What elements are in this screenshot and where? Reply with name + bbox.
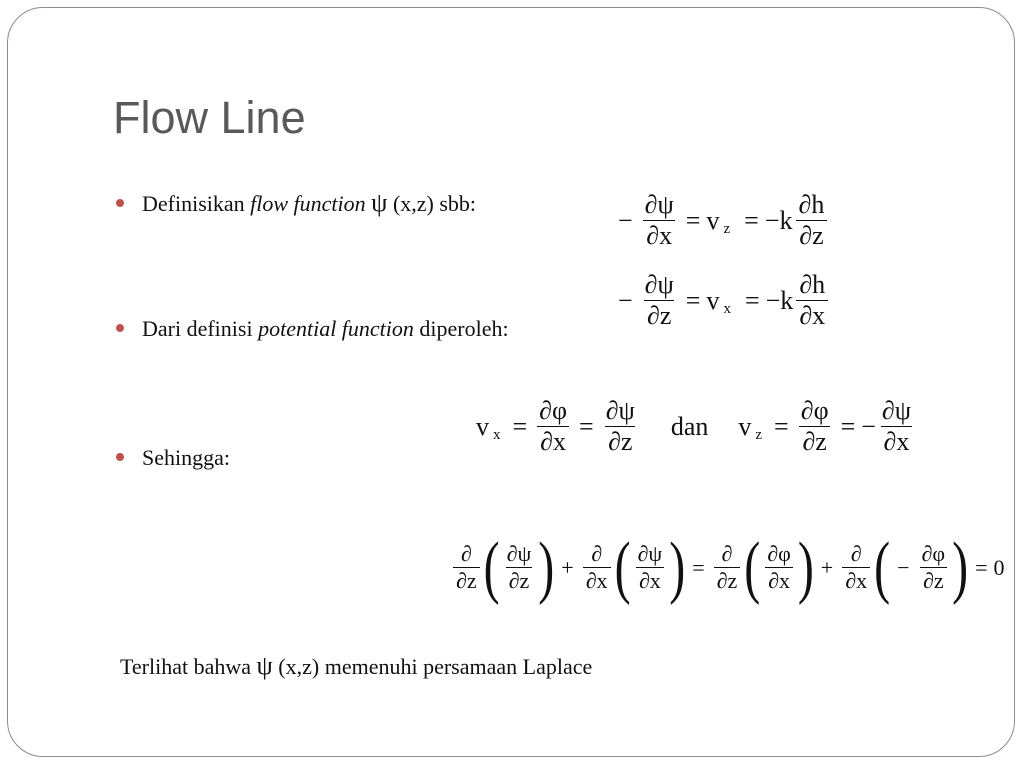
fraction: $\frac{\partial\varphi}{\partial z}$ (921, 541, 946, 593)
bullet-potential: Dari definisi potential function diperoleh: (116, 316, 509, 342)
conclusion-text: Terlihat bahwa ψ (x,z) memenuhi persamaan Laplace (120, 651, 593, 680)
equation-vx-flow: − $\frac{\partial\psi}{\partial z}$ = v x = −k $\frac{\partial h}{\partial x}$ (612, 270, 831, 331)
fraction: $\frac{\partial}{\partial z}$ (714, 541, 741, 594)
fraction: $\frac{\partial\psi}{\partial x}$ (644, 190, 674, 250)
slide-title: Flow Line (113, 92, 306, 143)
fraction: $\frac{\partial h}{\partial z}$ (795, 190, 827, 251)
fraction: $\frac{\partial\psi}{\partial x}$ (881, 396, 912, 456)
fraction: $\frac{\partial h}{\partial x}$ (796, 270, 828, 331)
fraction: $\frac{\partial\psi}{\partial z}$ (506, 541, 532, 593)
bullet-dot (116, 324, 124, 332)
bullet-hence: Sehingga: (116, 445, 230, 471)
fraction: $\frac{\partial\psi}{\partial z}$ (644, 270, 674, 330)
fraction: $\frac{\partial}{\partial x}$ (583, 541, 611, 594)
bullet-dot (116, 453, 124, 461)
equation-velocity-relations: v x = $\frac{\partial\varphi}{\partial x}$ = $\frac{\partial\psi}{\partial z}$ dan v z = $\frac{\partial\varphi}{\partial z}$ = − $\frac{\partial\psi}{\partial x}$ (476, 396, 917, 457)
fraction: $\frac{\partial\psi}{\partial z}$ (605, 396, 635, 456)
bullet-definition: Definisikan flow function ψ (x,z) sbb: (116, 188, 476, 218)
fraction: $\frac{\partial}{\partial x}$ (842, 541, 870, 594)
fraction: $\frac{\partial\varphi}{\partial x}$ (764, 541, 794, 594)
equation-vz-flow: − $\frac{\partial\psi}{\partial x}$ = v z = −k $\frac{\partial h}{\partial z}$ (612, 190, 830, 251)
fraction: $\frac{\partial\varphi}{\partial x}$ (539, 396, 568, 456)
equation-laplace: $\frac{\partial}{\partial z}$ ( $\frac{\partial\psi}{\partial z}$ ) + $\frac{\partial}{\partial x}$ ( $\frac{\partial\psi}{\partial x}$ ) = $\frac{\partial}{\partial z}$ ( $\frac{\partial\varphi}{\partial x}$ ) + $\frac{\partial}{\partial x}$ ( − $\frac{\partial\varphi}{\partial z}$ ) = 0 (450, 540, 1004, 595)
fraction: $\frac{\partial}{\partial z}$ (453, 541, 480, 594)
fraction: $\frac{\partial\psi}{\partial x}$ (637, 541, 663, 593)
fraction: $\frac{\partial\varphi}{\partial z}$ (800, 396, 829, 456)
bullet-dot (116, 199, 124, 207)
